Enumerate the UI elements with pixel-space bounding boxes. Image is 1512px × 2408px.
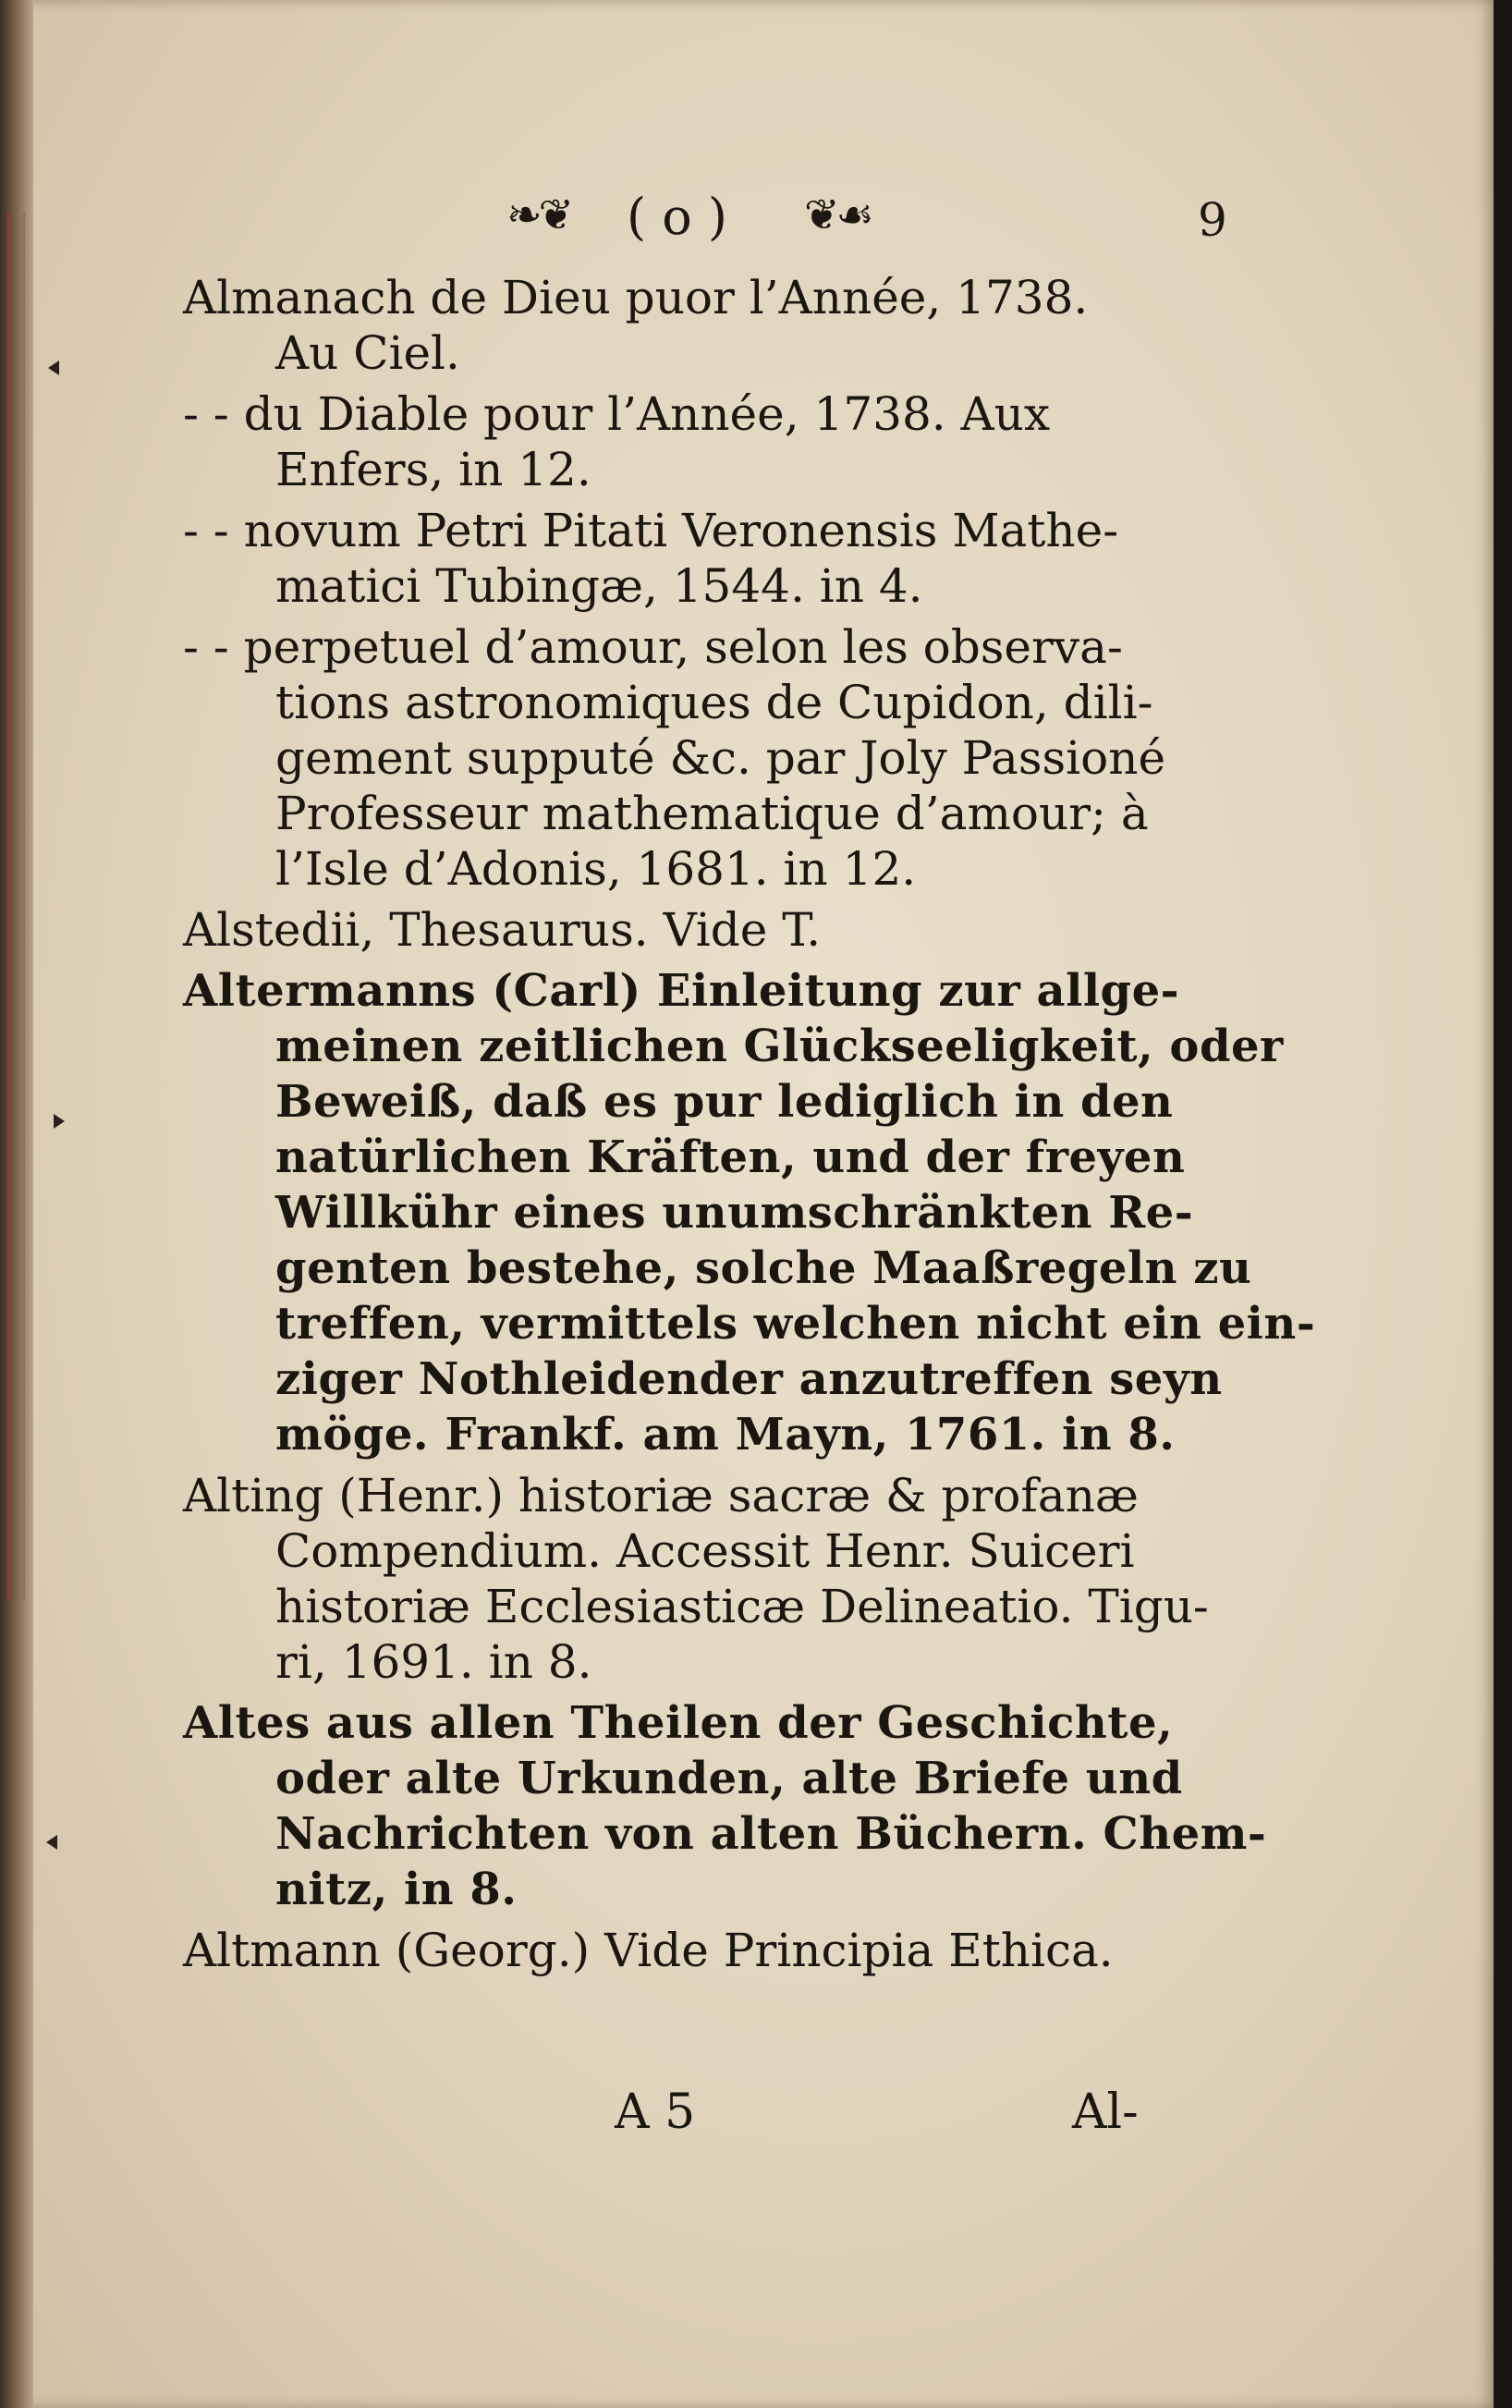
entry-line: historiæ Ecclesiasticæ Delineatio. Tigu-: [275, 1580, 1209, 1633]
entry-almanach-dieu: [183, 270, 1218, 381]
entry-line: Compendium. Accessit Henr. Suiceri: [275, 1524, 1135, 1578]
entry-almanach-diable: [183, 386, 1218, 497]
catchword: Al-: [1072, 2084, 1139, 2140]
margin-mark-1: [48, 361, 59, 375]
entry-line: Beweiß, daß es pur lediglich in den: [275, 1076, 1174, 1128]
entry-almanach-perpetuel: [183, 619, 1218, 897]
entry-almanach-novum: [183, 503, 1218, 614]
entry-line: gement supputé &c. par Joly Passioné: [275, 731, 1166, 785]
gathering-signature: A 5: [615, 2084, 696, 2140]
entry-altmann: [183, 1923, 1218, 1978]
entry-line: Alting (Henr.) historiæ sacræ & profanæ: [183, 1469, 1139, 1522]
entry-line: treffen, vermittels welchen nicht ein ein-: [275, 1298, 1316, 1350]
entry-alstedii: [183, 902, 1218, 958]
entry-alting: [183, 1468, 1218, 1690]
page-number: 9: [1198, 193, 1227, 247]
entry-line: - - du Diable pour l’Année, 1738. Aux: [183, 387, 1051, 441]
entry-line: ziger Nothleidender anzutreffen seyn: [275, 1353, 1223, 1405]
entry-line: tions astronomiques de Cupidon, dili-: [275, 676, 1153, 729]
ornament-right: ❦☙: [804, 189, 871, 239]
entry-line: oder alte Urkunden, alte Briefe und: [275, 1753, 1183, 1804]
entry-line: Au Ciel.: [275, 326, 460, 380]
entry-line: meinen zeitlichen Glückseeligkeit, oder: [275, 1021, 1284, 1072]
entry-line: genten bestehe, solche Maaßregeln zu: [275, 1242, 1252, 1294]
ornament-left: ❧❦: [506, 189, 571, 239]
catalogue-entries: [183, 270, 1316, 1984]
entry-altermanns: [183, 963, 1316, 1462]
binding-stitch: [7, 213, 25, 1599]
entry-line: Alstedii, Thesaurus. Vide T.: [183, 903, 822, 957]
entry-line: nitz, in 8.: [275, 1864, 518, 1915]
signature-mark: ( o ): [627, 188, 727, 246]
entry-line: natürlichen Kräften, und der freyen: [275, 1131, 1186, 1183]
entry-line: Almanach de Dieu puor l’Année, 1738.: [183, 271, 1089, 324]
entry-line: Nachrichten von alten Büchern. Chem-: [275, 1808, 1267, 1860]
entry-line: möge. Frankf. am Mayn, 1761. in 8.: [275, 1409, 1176, 1461]
entry-line: Professeur mathematique d’amour; à: [275, 787, 1149, 840]
entry-altes: [183, 1695, 1267, 1917]
page-header: [0, 189, 1494, 254]
page-footer: [0, 2084, 1494, 2149]
entry-line: ri, 1691. in 8.: [275, 1635, 592, 1689]
entry-line: Altmann (Georg.) Vide Principia Ethica.: [183, 1924, 1114, 1977]
entry-line: Enfers, in 12.: [275, 443, 591, 496]
entry-line: - - novum Petri Pitati Veronensis Mathe-: [183, 504, 1119, 557]
margin-mark-3: [46, 1835, 57, 1850]
entry-line: l’Isle d’Adonis, 1681. in 12.: [275, 842, 917, 896]
entry-line: - - perpetuel d’amour, selon les observa-: [183, 620, 1123, 674]
margin-mark-2: [54, 1114, 65, 1129]
entry-line: Willkühr eines unumschränkten Re-: [275, 1187, 1194, 1239]
entry-line: Altes aus allen Theilen der Geschichte,: [183, 1697, 1174, 1749]
entry-line: Altermanns (Carl) Einleitung zur allge-: [183, 965, 1180, 1017]
entry-line: matici Tubingæ, 1544. in 4.: [275, 559, 923, 613]
